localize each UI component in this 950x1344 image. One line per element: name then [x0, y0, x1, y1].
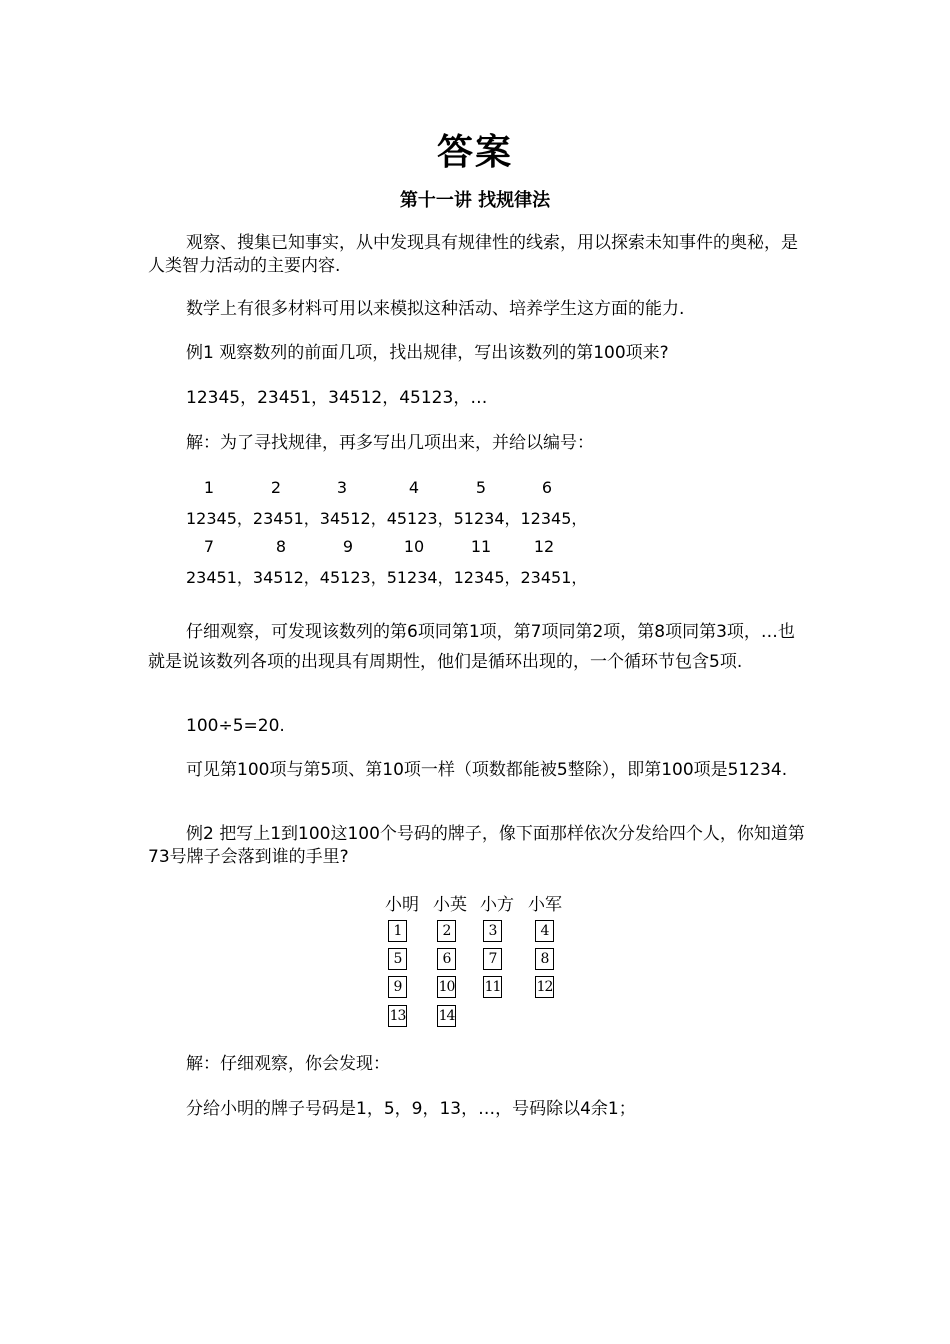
number-card: 7: [483, 948, 502, 970]
example1-question: 例1 观察数列的前面几项，找出规律，写出该数列的第100项来?: [186, 343, 669, 363]
number-card: 6: [437, 948, 456, 970]
term-number: 8: [275, 537, 287, 556]
person-name: 小方: [480, 895, 514, 915]
term-number: 2: [270, 478, 282, 497]
number-card: 11: [483, 976, 502, 998]
number-card: 9: [388, 976, 407, 998]
example1-solution-intro: 解：为了寻找规律，再多写出几项出来，并给以编号：: [186, 433, 594, 453]
example2-solution-intro: 解：仔细观察，你会发现：: [186, 1054, 390, 1074]
person-name: 小英: [433, 895, 467, 915]
number-card: 12: [535, 976, 554, 998]
person-name: 小军: [528, 895, 562, 915]
number-card: 14: [437, 1005, 456, 1027]
person-name: 小明: [385, 895, 419, 915]
sequence-terms-row1: 12345，23451，34512，45123，51234，12345，: [186, 509, 588, 528]
number-card: 4: [535, 920, 554, 942]
term-number: 4: [408, 478, 420, 497]
example1-calculation: 100÷5=20.: [186, 716, 285, 736]
term-number: 3: [336, 478, 348, 497]
term-number: 1: [203, 478, 215, 497]
number-card: 3: [483, 920, 502, 942]
term-number: 12: [533, 537, 555, 556]
sequence-terms-row2: 23451，34512，45123，51234，12345，23451，: [186, 568, 588, 587]
example1-observation: 仔细观察，可发现该数列的第6项同第1项，第7项同第2项，第8项同第3项，…也就是说该数列各项的出现具有周期性，他们是循环出现的，一个循环节包含5项.: [148, 622, 795, 672]
example1-conclusion: 可见第100项与第5项、第10项一样（项数都能被5整除），即第100项是51234.: [186, 760, 788, 780]
term-number: 9: [342, 537, 354, 556]
math-paragraph: 数学上有很多材料可用以来模拟这种活动、培养学生这方面的能力.: [186, 299, 685, 319]
example2-xiaoming-line: 分给小明的牌子号码是1，5，9，13，…，号码除以4余1；: [186, 1099, 636, 1119]
number-card: 8: [535, 948, 554, 970]
number-card: 5: [388, 948, 407, 970]
number-card: 1: [388, 920, 407, 942]
term-number: 7: [203, 537, 215, 556]
page-title: 答案: [436, 131, 513, 173]
number-card: 2: [437, 920, 456, 942]
term-number: 5: [475, 478, 487, 497]
term-number: 6: [541, 478, 553, 497]
intro-paragraph: 观察、搜集已知事实，从中发现具有规律性的线索，用以探索未知事件的奥秘，是人类智力活动的主要内容.: [148, 233, 798, 276]
number-card: 10: [437, 976, 456, 998]
lecture-title: 第十一讲 找规律法: [399, 190, 551, 211]
term-number: 10: [403, 537, 425, 556]
example2-question: 例2 把写上1到100这100个号码的牌子，像下面那样依次分发给四个人，你知道第73号牌子会落到谁的手里?: [148, 824, 805, 867]
example1-sequence: 12345，23451，34512，45123，…: [186, 388, 488, 408]
term-number: 11: [470, 537, 492, 556]
number-card: 13: [388, 1005, 407, 1027]
